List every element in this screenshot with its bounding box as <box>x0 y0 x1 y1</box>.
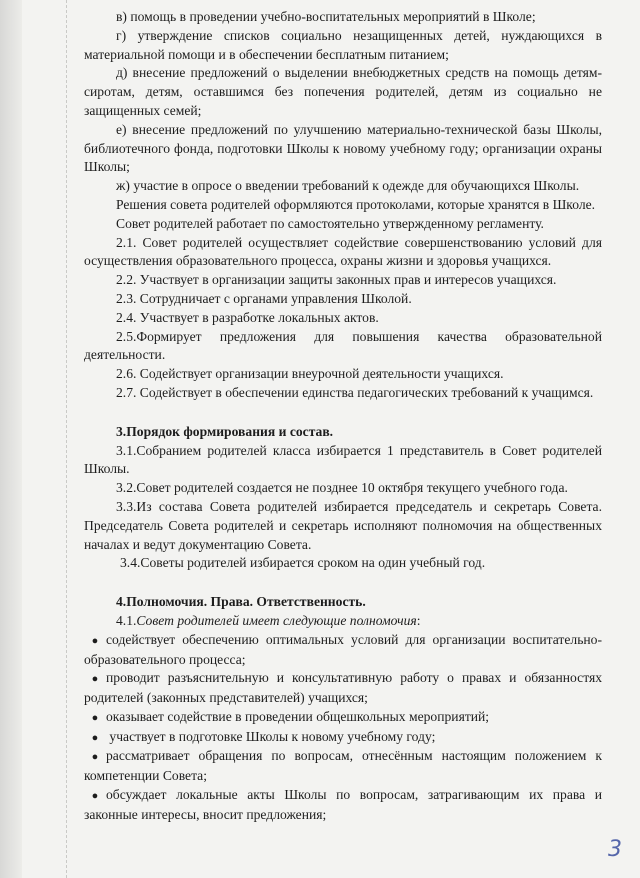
scan-edge-shadow <box>0 0 22 878</box>
bullet-item: ● содействует обеспечению оптимальных условий для организации воспитательно-образовательного процесса; <box>84 631 602 667</box>
item-d: д) внесение предложений о выделении внебюджетных средств на помощь детям-сиротам, детям, оставшимся без попечения родителей, детям из социально не защищенных семей; <box>84 65 602 118</box>
bullet-icon: ● <box>91 634 99 647</box>
decisions-paragraph: Решения совета родителей оформляются протоколами, которые хранятся в Школе. <box>116 196 596 212</box>
bullet-item: ● проводит разъяснительную и консультативную работу о правах и обязанностях родителей (законных представителей) учащихся; <box>84 670 602 706</box>
clause-3-1: 3.1.Собранием родителей класса избирается 1 представитель в Совет родителей Школы. <box>84 442 602 477</box>
clause-2-6: 2.6. Содействует организации внеурочной деятельности учащихся. <box>116 366 504 382</box>
bullet-icon: ● <box>91 751 99 764</box>
fold-line <box>66 0 67 878</box>
page-number: 3 <box>608 837 622 862</box>
section-3-heading: 3.Порядок формирования и состав. <box>116 423 334 439</box>
clause-2-1: 2.1. Совет родителей осуществляет содействие совершенствованию условий для осуществления образовательного процесса, охраны жизни и здоровья учащихся. <box>84 234 602 269</box>
clause-2-3: 2.3. Сотрудничает с органами управления Школой. <box>116 290 412 306</box>
item-v: в) помощь в проведении учебно-воспитательных мероприятий в Школе; <box>116 9 536 24</box>
section-4-heading: 4.Полномочия. Права. Ответственность. <box>116 594 366 610</box>
clause-3-2: 3.2.Совет родителей создается не позднее 10 октября текущего учебного года. <box>116 480 568 496</box>
bullet-item: ● участвует в подготовке Школы к новому учебному году; <box>84 728 602 748</box>
item-e: е) внесение предложений по улучшению материально-технической базы Школы, библиотечного фонда, подготовки Школы к новому учебному году; организации охраны Школы; <box>84 121 602 175</box>
clause-2-7: 2.7. Содействует в обеспечении единства педагогических требований к учащимся. <box>116 384 594 400</box>
clause-2-5: 2.5.Формирует предложения для повышения качества образовательной деятельности. <box>84 328 602 363</box>
clause-2-4: 2.4. Участвует в разработке локальных актов. <box>116 309 379 325</box>
bullet-icon: ● <box>91 790 99 803</box>
bullet-item: ● обсуждает локальные акты Школы по вопросам, затрагивающим их права и законные интересы, вносит предложения; <box>84 787 602 822</box>
clause-4-1-intro: 4.1.Совет родителей имеет следующие полномочия: <box>116 612 421 628</box>
document-body <box>84 8 602 825</box>
clause-2-2: 2.2. Участвует в организации защиты законных прав и интересов учащихся. <box>116 272 557 288</box>
item-g: г) утверждение списков социально незащищенных детей, нуждающихся в материальной помощи и в обеспечении бесплатным питанием; <box>84 27 602 62</box>
clause-3-3: 3.3.Из состава Совета родителей избирается председатель и секретарь Совета. Председатель Совета родителей и секретарь исполняют полномочия на общественных началах и ведут документацию Совета. <box>84 498 602 552</box>
item-zh: ж) участие в опросе о введении требований к одежде для обучающихся Школы. <box>116 178 580 194</box>
bullet-icon: ● <box>91 711 99 724</box>
bullet-icon: ● <box>91 673 99 686</box>
bullet-icon: ● <box>91 731 99 744</box>
clause-3-4: 3.4.Советы родителей избирается сроком на один учебный год. <box>120 555 486 571</box>
bullet-item: ● рассматривает обращения по вопросам, отнесённым настоящим положением к компетенции Совета; <box>84 748 602 784</box>
regulation-paragraph: Совет родителей работает по самостоятельно утвержденному регламенту. <box>116 215 544 231</box>
bullet-item: ● оказывает содействие в проведении общешкольных мероприятий; <box>84 708 602 728</box>
